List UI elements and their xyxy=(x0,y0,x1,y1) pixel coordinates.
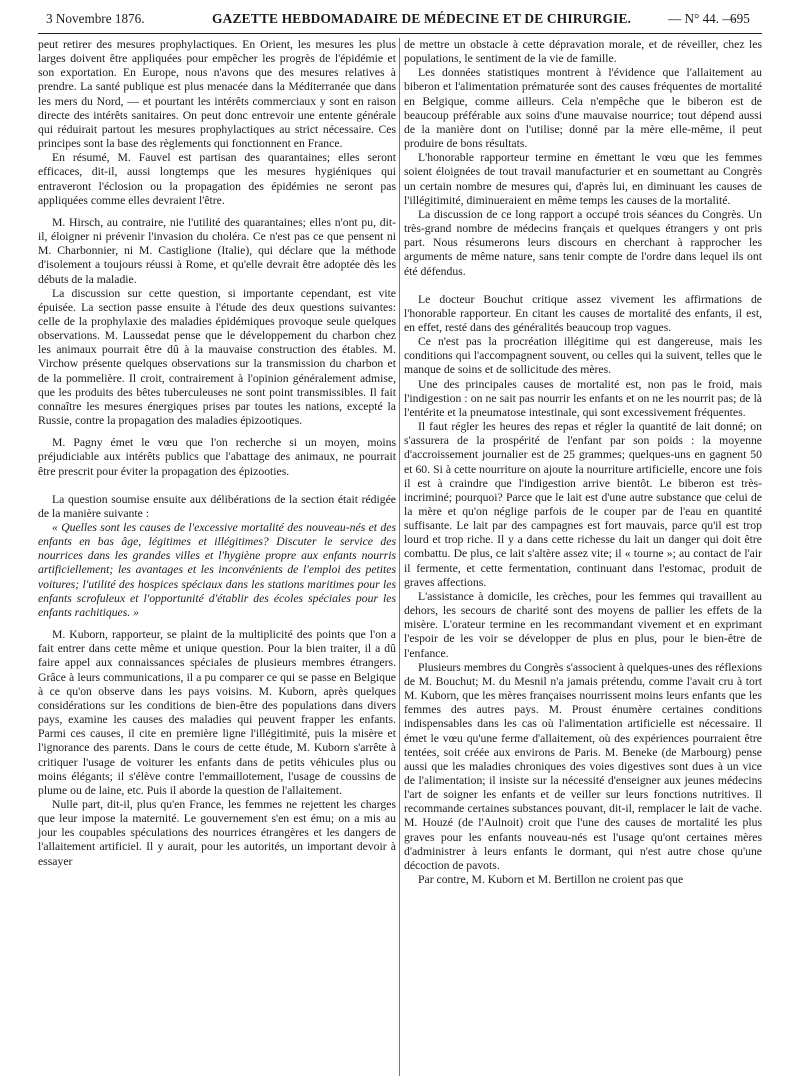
paragraph: Il faut régler les heures des repas et régler la quantité de lait donné; on s'assurera de la prospérité de l'enfant par son poids : la moyenne d'accroissement journalier est de 25 grammes; quelques-uns en gagnent 50 et 60. Si à cette nourriture on ajoute la nourriture artificielle, encore une fois il est à craindre que l'indigestion arrive bientôt. Le biberon est très-incriminé; pourquoi? Parce que le lait est d'une autre substance que celui de la mère et qu'on néglige parfois de le couper par de l'eau en quantité suffisante. Le lait par des campagnes est fort mauvais, parce qu'il est trop lourd et trop riche. Il y a dans cette richesse du lait un danger qui doit être combattu. De plus, ce lait s'altère assez vite; il « tourne »; au contact de l'air il fermente, et cette fermentation, continuant dans l'estomac, produit de graves affections. xyxy=(404,420,762,589)
paragraph: L'assistance à domicile, les crèches, pour les femmes qui travaillent au dehors, les secours de charité sont des moyens de pallier les effets de la misère. L'orateur termine en les recommandant vivement et en exprimant l'espoir de les voir se développer de plus en plus, pour le bien-être de l'enfance. xyxy=(404,589,762,660)
paragraph: M. Hirsch, au contraire, nie l'utilité des quarantaines; elles n'ont pu, dit-il, éloigner ni prévenir l'invasion du choléra. Ce n'est pas ce que pensent ni M. Charbonnier, ni M. Castiglione (Italie), qui déclare que la méthode d'isolement a toujours réussi à Rome, et qu'elle devrait être adoptée dès les débuts de la maladie. xyxy=(38,215,396,286)
paragraph: Ce n'est pas la procréation illégitime qui est dangereuse, mais les conditions qui l'accompagnent souvent, ou celles qui la suivent, telles que le manque de soins et de sollicitude des mères. xyxy=(404,335,762,377)
paragraph: La question soumise ensuite aux délibérations de la section était rédigée de la manière suivante : xyxy=(38,492,396,520)
paragraph: Plusieurs membres du Congrès s'associent à quelques-unes des réflexions de M. Bouchut; M. du Mesnil n'a jamais prétendu, comme l'avait cru à tort M. Kuborn, que les mères françaises nourrissent moins leurs enfants que les femmes des autres pays. M. Proust énumère certaines conditions indispensables dans les cas où l'alimentation artificielle est nécessaire. Il émet le vœu qu'une ferme d'allaitement, où des expériences pourraient être tentées, soit créée aux environs de Paris. M. Beneke (de Marbourg) pense aussi que les maladies chroniques des voies digestives sont dues à un vice de l'alimentation; il insiste sur la nécessité d'enseigner aux jeunes médecins l'art de soigner les enfants et de veiller sur leurs fonctions nutritives. Il recommande certaines substances pouvant, dit-il, remplacer le lait de vache. M. Houzé (de l'Aulnoit) croit que l'une des causes de mortalité les plus graves pour les enfants nouveau-nés est l'usage qu'ont certaines mères d'administrer à leurs enfants le dormant, qui n'est autre chose qu'une décoction de pavots. xyxy=(404,660,762,872)
paragraph: L'honorable rapporteur termine en émettant le vœu que les femmes soient éloignées de tout travail manufacturier et en soumettant au Congrès un certain nombre de mesures qui, d'après lui, en diminuant les causes de l'illégitimité, diminueraient en même temps les causes de la mortalité. xyxy=(404,151,762,207)
paragraph: La discussion sur cette question, si importante cependant, est vite épuisée. La section passe ensuite à l'étude des deux questions suivantes: celle de la prophylaxie des maladies épidémiques provoque seule quelques observations. M. Laussedat pense que le développement du charbon chez les animaux pourrait être dû à la mauvaise construction des étables. M. Virchow présente quelques observations sur la transmission du charbon et de la pommelière. Il croit, contrairement à l'opinion généralement admise, que les produits des bêtes tuberculeuses ne sont point transmissibles. Il fait connaître les mesures énergiques prises par toutes les nations, excepté la Russie, contre la propagation des maladies épizootiques. xyxy=(38,286,396,428)
paragraph: Le docteur Bouchut critique assez vivement les affirmations de l'honorable rapporteur. En citant les causes de mortalité des enfants, il est, en effet, resté dans des généralités beaucoup trop vagues. xyxy=(404,292,762,334)
paragraph: Par contre, M. Kuborn et M. Bertillon ne croient pas que xyxy=(418,873,684,887)
paragraph: Une des principales causes de mortalité est, non pas le froid, mais l'indigestion : on ne sait pas nourrir les enfants et on ne les nourrit pas; de là l'entérite et la pneumatose intestinale, qui sont excessivement fréquentes. xyxy=(404,377,762,419)
header-date: 3 Novembre 1876. xyxy=(46,11,145,26)
paragraph: M. Pagny émet le vœu que l'on recherche si un moyen, moins préjudiciable aux intérêts publics que l'abattage des animaux, ne pourrait être prescrit pour éviter la propagation des épizooties. xyxy=(38,436,396,478)
right-column xyxy=(404,38,762,887)
paragraph: La discussion de ce long rapport a occupé trois séances du Congrès. Un très-grand nombre de médecins français et quelques étrangers y ont pris part. Nous résumerons leurs discours en cherchant à rapprocher les arguments de même nature, sans tenir compte de l'ordre dans lequel ils ont été défendus. xyxy=(404,207,762,278)
paragraph: M. Kuborn, rapporteur, se plaint de la multiplicité des points que l'on a fait entrer dans cette même et unique question. Pour la bien traiter, il a dû faire appel aux connaissances spéciales de plusieurs membres étrangers. Grâce à leurs communications, il a pu comparer ce qui se passe en Belgique à ce qu'on observe dans les pays voisins. M. Kuborn, après quelques considérations sur les conditions de bien-être des populations dans divers pays, examine les causes des maladies qui peuvent frapper les enfants. Parmi ces causes, il cite en première ligne l'illégitimité, puis la misère et l'ignorance des parents. Dans le cours de cette étude, M. Kuborn s'arrête à critiquer l'usage de voiturer les enfants dans de petits véhicules plus ou moins élégants; il s'élève contre l'emmaillotement, l'usage de coussins de plume ou de laine, etc. Puis il aborde la question de l'allaitement. xyxy=(38,628,396,797)
paragraph: Les données statistiques montrent à l'évidence que l'allaitement au biberon et l'alimentation prématurée sont des causes fréquentes de mortalité en Belgique, comme ailleurs. Cela n'empêche que le biberon est de beaucoup préférable aux soins d'une mauvaise nourrice; tout dépend aussi de la manière dont on l'utilise; donné par la mère elle-même, il peut produire de bons résultats. xyxy=(404,66,762,151)
paragraph: Nulle part, dit-il, plus qu'en France, les femmes ne rejettent les charges que leur impose la maternité. Le gouvernement s'en est ému; on a mis au jour les coupables spéculations des nourrices étrangères et les dangers de l'allaitement artificiel. Il y aurait, pour les autorités, un important devoir à essayer xyxy=(38,797,396,868)
congress-question-quote: « Quelles sont les causes de l'excessive mortalité des nouveau-nés et des enfants en bas âge, légitimes et illégitimes? Discuter le service des nourrices dans les grandes villes et l'hygiène propre aux enfants nourris artificiellement; les avantages et les inconvénients de l'emploi des petites voitures; l'utilité des hospices spéciaux dans les stations maritimes pour les enfants scrofuleux et l'opportunité d'établir des écoles spéciales pour les enfants rachitiques. » xyxy=(38,521,396,619)
issue-number: — N° 44. — xyxy=(668,11,736,26)
paragraph: En résumé, M. Fauvel est partisan des quarantaines; elles seront efficaces, dit-il, aussi longtemps que les mesures hygiéniques qui entraveront l'éclosion ou la propagation des épidémies ne seront pas appliquées comme elles devraient l'être. xyxy=(38,151,396,207)
paragraph: de mettre un obstacle à cette dépravation morale, et de réveiller, chez les populations, le sentiment de la vie de famille. xyxy=(404,38,762,66)
paragraph: peut retirer des mesures prophylactiques. En Orient, les mesures les plus larges doivent être appliquées pour empêcher les progrès de l'épidémie et son exportation. En Europe, nous n'avons que des mesures relatives à prendre. La santé publique est plus menacée dans la Méditerranée que dans les mers du Nord, — et pourtant les intérêts commerciaux y sont en raison directe des intérêts sanitaires. On peut donc entrevoir une entente générale qui réduirait partout les mesures prophylactiques au strict nécessaire. Ces principes sont la base des règlements qui fonctionnent en France. xyxy=(38,38,396,151)
page-number: 695 xyxy=(730,11,750,26)
column-divider xyxy=(399,38,400,1076)
journal-title: GAZETTE HEBDOMADAIRE DE MÉDECINE ET DE CHIRURGIE. xyxy=(212,11,632,26)
page-header xyxy=(38,9,762,34)
left-column xyxy=(38,38,396,869)
